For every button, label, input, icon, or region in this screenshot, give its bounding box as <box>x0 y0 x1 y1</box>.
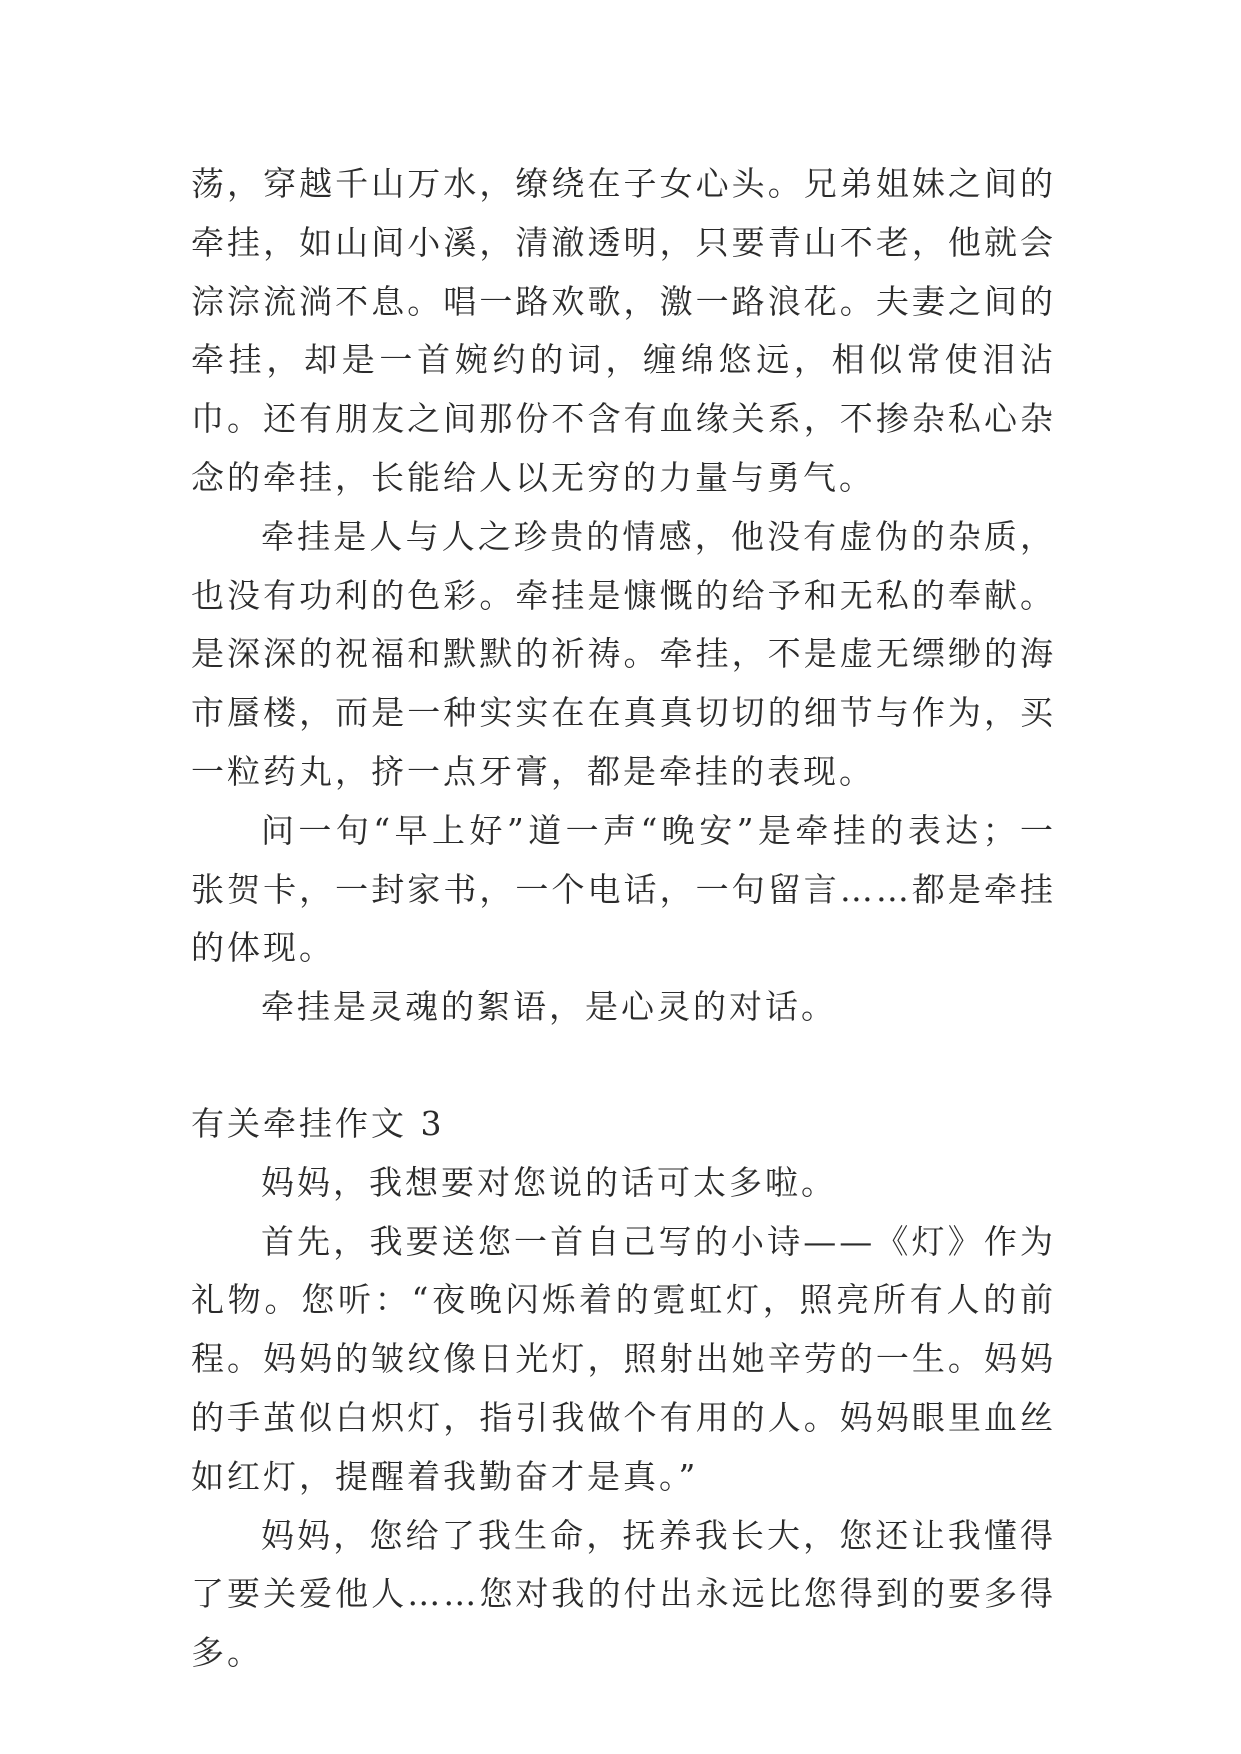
paragraph-1: 荡，穿越千山万水，缭绕在子女心头。兄弟姐妹之间的牵挂，如山间小溪，清澈透明，只要青山不老，他就会淙淙流淌不息。唱一路欢歌，激一路浪花。夫妻之间的牵挂，却是一首婉约的词，缠绵悠远，相似常使泪沾巾。还有朋友之间那份不含有血缘关系，不掺杂私心杂念的牵挂，长能给人以无穷的力量与勇气。 <box>191 164 1056 497</box>
paragraph-2: 牵挂是人与人之珍贵的情感，他没有虚伪的杂质，也没有功利的色彩。牵挂是慷慨的给予和无私的奉献。是深深的祝福和默默的祈祷。牵挂，不是虚无缥缈的海市蜃楼，而是一种实实在在真真切切的细节与作为，买一粒药丸，挤一点牙膏，都是牵挂的表现。 <box>191 516 1056 791</box>
paragraph-7: 妈妈，您给了我生命，抚养我长大，您还让我懂得了要关爱他人……您对我的付出永远比您得到的要多得多。 <box>191 1515 1056 1673</box>
section-spacer <box>191 1037 1056 1095</box>
paragraph-3: 问一句“早上好”道一声“晚安”是牵挂的表达；一张贺卡，一封家书，一个电话，一句留言……都是牵挂的体现。 <box>191 810 1056 968</box>
paragraph-4: 牵挂是灵魂的絮语，是心灵的对话。 <box>261 987 837 1027</box>
paragraph-6: 首先，我要送您一首自己写的小诗——《灯》作为礼物。您听：“夜晚闪烁着的霓虹灯，照亮所有人的前程。妈妈的皱纹像日光灯，照射出她辛劳的一生。妈妈的手茧似白炽灯，指引我做个有用的人。妈妈眼里血丝如红灯，提醒着我勤奋才是真。” <box>191 1221 1056 1496</box>
document-body <box>191 155 1056 1683</box>
section-title: 有关牵挂作文 3 <box>191 1103 445 1143</box>
paragraph-5: 妈妈，我想要对您说的话可太多啦。 <box>261 1162 837 1202</box>
